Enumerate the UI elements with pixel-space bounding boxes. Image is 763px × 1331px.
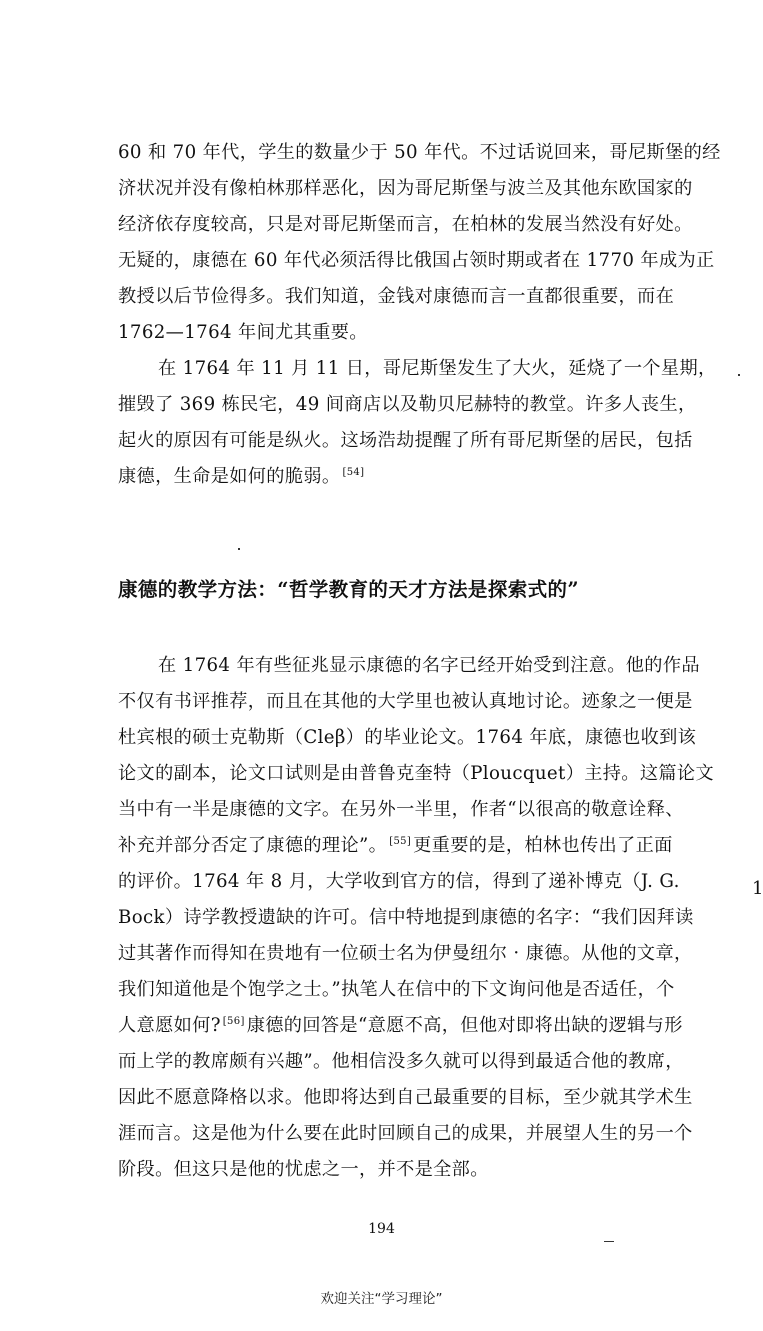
text-line: 不仅有书评推荐，而且在其他的大学里也被认真地讨论。迹象之一便是 [118,691,693,712]
text-line: 过其著作而得知在贵地有一位硕士名为伊曼纽尔 · 康德。从他的文章， [118,943,693,964]
text-line: 经济依存度较高，只是对哥尼斯堡而言，在柏林的发展当然没有好处。 [118,214,693,235]
text-line: 杜宾根的硕士克勒斯（Cleβ）的毕业论文。1764 年底，康德也收到该 [118,727,697,748]
scan-speck [604,1241,614,1242]
margin-mark: 1 [752,878,763,899]
text-line: 教授以后节俭得多。我们知道，金钱对康德而言一直都很重要，而在 [118,286,675,307]
text-line: 起火的原因有可能是纵火。这场浩劫提醒了所有哥尼斯堡的居民，包括 [118,430,693,451]
footnote-55: [55] [389,835,412,847]
text-line: 而上学的教席颇有兴趣”。他相信没多久就可以得到最适合他的教席， [118,1051,684,1072]
text-line: 因此不愿意降格以求。他即将达到自己最重要的目标，至少就其学术生 [118,1087,693,1108]
text-line: 60 和 70 年代，学生的数量少于 50 年代。不过话说回来，哥尼斯堡的经 [118,142,721,163]
text-line: 济状况并没有像柏林那样恶化，因为哥尼斯堡与波兰及其他东欧国家的 [118,178,693,199]
text-line-content: 更重要的是，柏林也传出了正面 [413,835,673,856]
text-line: 阶段。但这只是他的忧虑之一，并不是全部。 [118,1159,489,1180]
text-line [118,462,366,492]
footnote-56: [56] [222,1015,245,1027]
text-line [118,831,673,861]
text-line: 的评价。1764 年 8 月，大学收到官方的信，得到了递补博克（J. G. [118,871,680,892]
text-line-content: 康德，生命是如何的脆弱。 [118,466,341,487]
text-line: 当中有一半是康德的文字。在另外一半里，作者“以很高的敬意诠释、 [118,799,684,820]
text-line: 论文的副本，论文口试则是由普鲁克奎特（Ploucquet）主持。这篇论文 [118,763,714,784]
text-line: 摧毁了 369 栋民宅，49 间商店以及勒贝尼赫特的教堂。许多人丧生， [118,394,697,415]
scan-speck [738,374,740,376]
text-line: 涯而言。这是他为什么要在此时回顾自己的成果，并展望人生的另一个 [118,1123,693,1144]
section-heading: 康德的教学方法：“哲学教育的天才方法是探索式的” [118,578,580,601]
page-number: 194 [368,1221,395,1237]
text-line: 1762—1764 年间尤其重要。 [118,322,368,343]
scan-speck [238,548,240,550]
text-line [118,1011,683,1041]
text-line: 在 1764 年有些征兆显示康德的名字已经开始受到注意。他的作品 [158,655,700,676]
text-line: 我们知道他是个饱学之士。”执笔人在信中的下文询问他是否适任，个 [118,979,675,1000]
text-line: Bock）诗学教授遗缺的许可。信中特地提到康德的名字：“我们因拜读 [118,907,694,928]
text-line-content: 补充并部分否定了康德的理论”。 [118,835,388,856]
text-line: 在 1764 年 11 月 11 日，哥尼斯堡发生了大火，延烧了一个星期， [158,358,717,379]
footnote-54: [54] [342,466,365,478]
text-line-content: 人意愿如何? [118,1015,221,1036]
text-line: 无疑的，康德在 60 年代必须活得比俄国占领时期或者在 1770 年成为正 [118,250,715,271]
text-line-content: 康德的回答是“意愿不高，但他对即将出缺的逻辑与形 [246,1015,683,1036]
footer-note: 欢迎关注“学习理论” [320,1291,443,1307]
